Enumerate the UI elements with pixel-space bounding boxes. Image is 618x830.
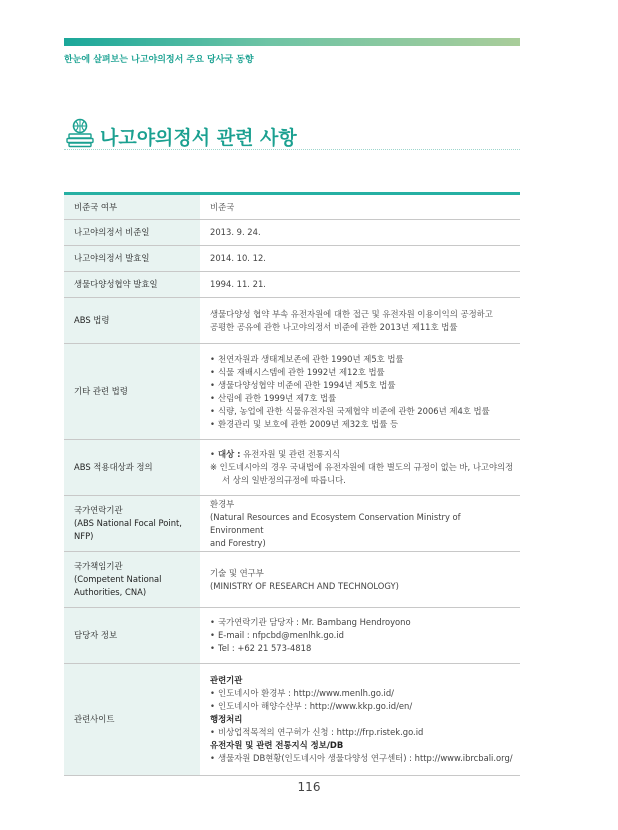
list-item: • 생물다양성협약 비준에 관한 1994년 제5호 법률 <box>210 379 514 392</box>
value-line: and Forestry) <box>210 537 266 548</box>
page-number: 116 <box>297 780 321 794</box>
list-item <box>210 448 514 461</box>
table-row <box>64 220 520 246</box>
row-value <box>200 440 520 496</box>
row-label: 담당자 정보 <box>64 608 200 664</box>
row-label: 생물다양성협약 발효일 <box>64 272 200 298</box>
list-item: • Tel : +62 21 573-4818 <box>210 642 514 655</box>
table-row <box>64 608 520 664</box>
value-line: 환경부 <box>210 498 235 509</box>
row-value: 1994. 11. 21. <box>200 272 520 298</box>
list-item-text: 유전자원 및 관련 전통지식 <box>240 449 341 459</box>
books-globe-icon <box>64 116 96 148</box>
value-line: 생물다양성 협약 부속 유전자원에 대한 접근 및 유전자원 이용이익의 공정하고 <box>210 308 493 319</box>
info-table <box>64 192 520 776</box>
running-header: 한눈에 살펴보는 나고야의정서 주요 당사국 동향 <box>64 55 254 65</box>
table-row <box>64 496 520 552</box>
row-label: 기타 관련 법령 <box>64 344 200 440</box>
label-line: NFP) <box>74 531 94 541</box>
section-title-text: 나고야의정서 관련 사항 <box>100 127 297 149</box>
bullet-list <box>210 353 514 431</box>
row-label: ABS 적용대상과 정의 <box>64 440 200 496</box>
link-item[interactable]: • 생물자원 DB현황(인도네시아 생물다양성 연구센터) : http://www.ibrcbali.org/ <box>210 752 514 765</box>
table-row <box>64 298 520 344</box>
list-item: • 산림에 관한 1999년 제7호 법률 <box>210 392 514 405</box>
bullet-list <box>210 616 514 655</box>
row-value <box>200 344 520 440</box>
row-value <box>200 298 520 344</box>
group-title: 관련기관 <box>210 675 243 685</box>
row-value: 2014. 10. 12. <box>200 246 520 272</box>
link-item[interactable]: • 인도네시아 해양수산부 : http://www.kkp.go.id/en/ <box>210 700 514 713</box>
section-title <box>64 116 520 152</box>
bullet-list <box>210 687 514 713</box>
link-item[interactable]: • 인도네시아 환경부 : http://www.menlh.go.id/ <box>210 687 514 700</box>
value-line: 공평한 공유에 관한 나고야의정서 비준에 관한 2013년 제11호 법률 <box>210 321 458 332</box>
value-line: (MINISTRY OF RESEARCH AND TECHNOLOGY) <box>210 580 399 591</box>
label-line: Authorities, CNA) <box>74 587 147 597</box>
bullet-list <box>210 448 514 461</box>
row-value: 비준국 <box>200 194 520 220</box>
label-line: (ABS National Focal Point, <box>74 518 182 528</box>
table-row <box>64 246 520 272</box>
list-item: • 식량, 농업에 관한 식물유전자원 국제협약 비준에 관한 2006년 제4호 법률 <box>210 405 514 418</box>
row-label: 나고야의정서 비준일 <box>64 220 200 246</box>
list-item: • 환경관리 및 보호에 관한 2009년 제32호 법률 등 <box>210 418 514 431</box>
row-label: 나고야의정서 발효일 <box>64 246 200 272</box>
row-value <box>200 608 520 664</box>
value-line: (Natural Resources and Ecosystem Conservation Ministry of Environment <box>210 511 461 535</box>
header-color-bar <box>64 38 520 46</box>
list-item: • 천연자원과 생태계보존에 관한 1990년 제5호 법률 <box>210 353 514 366</box>
list-item: • E-mail : nfpcbd@menlhk.go.id <box>210 629 514 642</box>
table-row <box>64 344 520 440</box>
row-value <box>200 552 520 608</box>
table-row <box>64 664 520 776</box>
row-label <box>64 552 200 608</box>
row-value <box>200 496 520 552</box>
row-label: ABS 법령 <box>64 298 200 344</box>
value-line: 기술 및 연구부 <box>210 567 264 578</box>
table-row <box>64 272 520 298</box>
table-row <box>64 552 520 608</box>
note-text: ※ 인도네시아의 경우 국내법에 유전자원에 대한 별도의 규정이 없는 바, 나고야의정서 상의 일반정의규정에 따릅니다. <box>210 462 514 485</box>
list-item: • 국가연락기관 담당자 : Mr. Bambang Hendroyono <box>210 616 514 629</box>
link-item[interactable]: • 비상업적목적의 연구허가 신청 : http://frp.ristek.go.id <box>210 726 514 739</box>
group-title: 행정처리 <box>210 714 243 724</box>
row-label: 비준국 여부 <box>64 194 200 220</box>
bold-term: 대상 : <box>218 449 241 459</box>
title-underline <box>64 149 520 150</box>
bullet-list <box>210 752 514 765</box>
table-row <box>64 194 520 220</box>
bullet-list <box>210 726 514 739</box>
row-label: 관련사이트 <box>64 664 200 776</box>
row-label <box>64 496 200 552</box>
label-line: 국가연락기관 <box>74 505 123 515</box>
label-line: (Competent National <box>74 574 162 584</box>
label-line: 국가책임기관 <box>74 561 123 571</box>
group-title: 유전자원 및 관련 전통지식 정보/DB <box>210 740 344 750</box>
list-item: • 식물 재배시스템에 관한 1992년 제12호 법률 <box>210 366 514 379</box>
row-value <box>200 664 520 776</box>
row-value: 2013. 9. 24. <box>200 220 520 246</box>
table-row <box>64 440 520 496</box>
